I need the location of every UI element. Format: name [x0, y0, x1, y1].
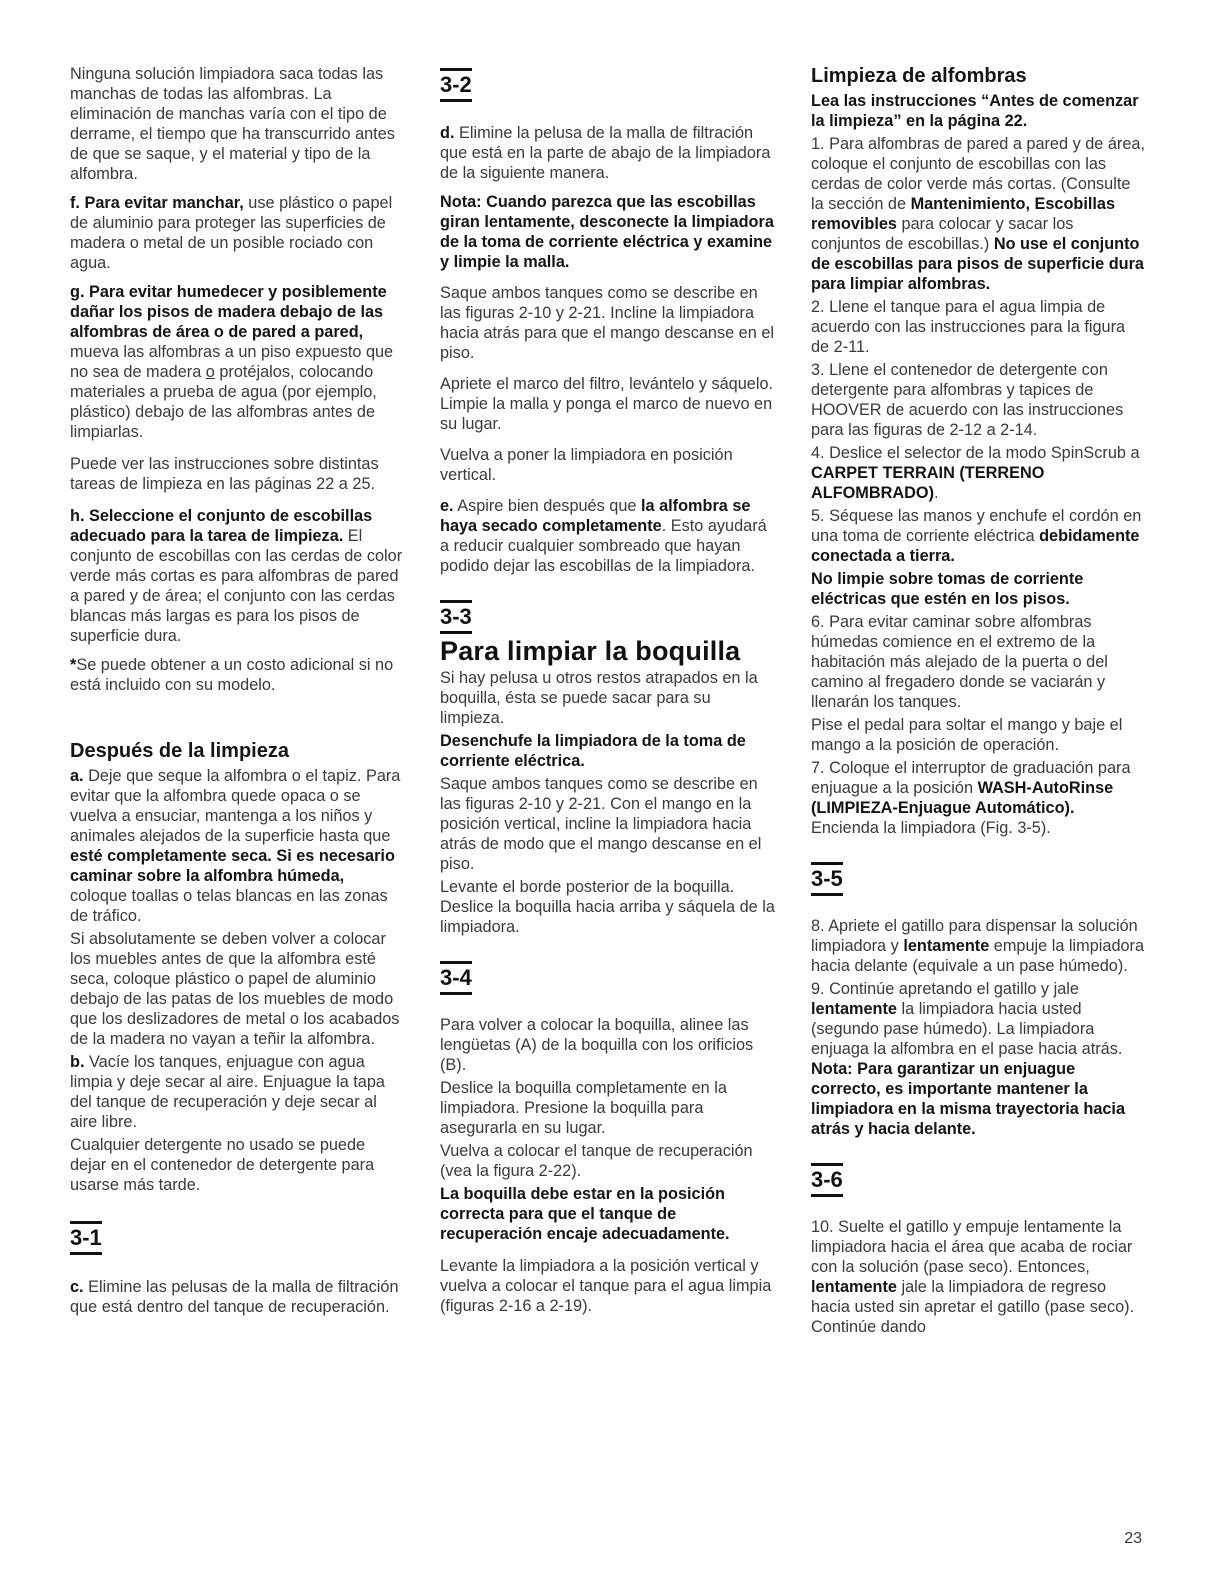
step-1-text2: para colocar y sacar los conjuntos de escobillas.) — [811, 215, 1074, 253]
boquilla-warning: La boquilla debe estar en la posición correcta para que el tanque de recuperación encaje adecuadamente. — [440, 1185, 730, 1243]
step-4-bold: CARPET TERRAIN (TERRENO ALFOMBRADO) — [811, 464, 1045, 502]
figure-label: 3-1 — [70, 1221, 102, 1255]
step-5-bold: debidamente conectada a tierra. — [811, 527, 1140, 565]
step-9-text2: la limpiadora hacia usted (segundo pase húmedo). La limpiadora enjuaga la alfombra en el pase hacia atrás. — [811, 1000, 1123, 1058]
step-h — [70, 506, 403, 646]
step-4 — [811, 443, 1146, 503]
deslice-paragraph: Deslice la boquilla completamente en la limpiadora. Presione la boquilla para asegurarla en su lugar. — [440, 1079, 727, 1137]
step-c — [70, 1277, 403, 1317]
figure-callout-3-1 — [70, 1221, 403, 1263]
pise-paragraph: Pise el pedal para soltar el mango y baje el mango a la posición de operación. — [811, 716, 1123, 754]
step-e-text1: Aspire bien después que — [453, 497, 641, 515]
step-7-text1: 7. Coloque el interruptor de graduación para enjuague a la posición — [811, 759, 1131, 797]
figure-label: 3-2 — [440, 68, 472, 102]
step-8 — [811, 916, 1146, 976]
step-e — [440, 496, 775, 576]
step-1 — [811, 134, 1146, 294]
intro-paragraph: Ninguna solución limpiadora saca todas las manchas de todas las alfombras. La eliminación de manchas varía con el tipo de derrame, el tiempo que ha transcurrido antes de que se saque, y el material y tipo de la alfombra. — [70, 65, 395, 183]
step-1-bold2: No use el conjunto de escobillas para pisos de superficie dura para limpiar alfombras. — [811, 235, 1144, 293]
nota-warning: Nota: Cuando parezca que las escobillas giran lentamente, desconecte la limpiadora de la toma de corriente eléctrica y examine y limpie la malla. — [440, 193, 774, 271]
step-b-label: b. — [70, 1053, 85, 1071]
step-c-label: c. — [70, 1278, 84, 1296]
step-7-text2: Encienda la limpiadora (Fig. 3-5). — [811, 819, 1051, 837]
saque2-paragraph: Saque ambos tanques como se describe en las figuras 2-10 y 2-21. Con el mango en la posición vertical, incline la limpiadora hacia atrás de modo que el mango descanse en el piso. — [440, 775, 762, 873]
figure-callout-3-5 — [811, 862, 1146, 904]
step-9 — [811, 979, 1146, 1139]
detergent-paragraph: Cualquier detergente no usado se puede dejar en el contenedor de detergente para usarse más tarde. — [70, 1136, 375, 1194]
desenchufe-warning: Desenchufe la limpiadora de la toma de corriente eléctrica. — [440, 732, 746, 770]
step-h-text: El conjunto de escobillas con las cerdas de color verde más cortas es para alfombras de pared a pared y de área; el conjunto con las cerdas blancas más largas es para los pisos de superficie dura. — [70, 527, 403, 645]
step-9-bold1: lentamente — [811, 1000, 897, 1018]
step-f — [70, 193, 403, 273]
step-b — [70, 1052, 403, 1132]
step-e-bold: la alfombra se haya secado completamente — [440, 497, 751, 535]
figure-callout-3-2 — [440, 68, 775, 110]
vuelva2-paragraph: Vuelva a colocar el tanque de recuperación (vea la figura 2-22). — [440, 1142, 753, 1180]
step-5 — [811, 506, 1146, 566]
levante2-paragraph: Levante la limpiadora a la posición vertical y vuelva a colocar el tanque para el agua limpia (figuras 2-16 a 2-19). — [440, 1257, 772, 1315]
step-4-text2: . — [934, 484, 939, 502]
step-d — [440, 123, 775, 183]
step-f-bold: f. Para evitar manchar, — [70, 194, 244, 212]
column-left — [70, 64, 403, 1326]
step-e-label: e. — [440, 497, 454, 515]
column-middle — [440, 68, 775, 1325]
step-b-text: Vacíe los tanques, enjuague con agua limpia y deje secar al aire. Enjuague la tapa del tanque de recuperación y deje secar al aire libre. — [70, 1053, 385, 1131]
note-text: Se puede obtener a un costo adicional si no está incluido con su modelo. — [70, 656, 394, 694]
step-2: 2. Llene el tanque para el agua limpia de acuerdo con las instrucciones para la figura de 2-11. — [811, 298, 1126, 356]
apriete-paragraph: Apriete el marco del filtro, levántelo y sáquelo. Limpie la malla y ponga el marco de nuevo en su lugar. — [440, 375, 774, 433]
availability-note — [70, 655, 403, 695]
step-f-text: use plástico o papel de aluminio para proteger las superficies de madera o metal de un posible rociado con agua. — [70, 194, 393, 272]
step-g-o: o — [205, 363, 215, 381]
step-7-bold: WASH-AutoRinse (LIMPIEZA-Enjuague Automático). — [811, 779, 1114, 817]
step-c-text: Elimine las pelusas de la malla de filtración que está dentro del tanque de recuperación. — [70, 1278, 399, 1316]
despues-heading: Después de la limpieza — [70, 740, 289, 762]
step-1-text1: 1. Para alfombras de pared a pared y de área, coloque el conjunto de escobillas con las cerdas de color verde más cortas. (Consulte la sección de — [811, 135, 1145, 213]
step-10 — [811, 1217, 1146, 1337]
step-h-bold: h. Seleccione el conjunto de escobillas adecuado para la tarea de limpieza. — [70, 507, 373, 545]
step-g-bold: g. Para evitar humedecer y posiblemente dañar los pisos de madera debajo de las alfombras de área o de pared a pared, — [70, 283, 387, 341]
figure-callout-3-6 — [811, 1163, 1146, 1205]
step-8-bold: lentamente — [903, 937, 990, 955]
step-a-bold: esté completamente seca. Si es necesario caminar sobre la alfombra húmeda, — [70, 847, 395, 885]
step-a-label: a. — [70, 767, 84, 785]
step-4-text1: 4. Deslice el selector de la modo SpinScrub a — [811, 444, 1140, 462]
step-5-text1: 5. Séquese las manos y enchufe el cordón en una toma de corriente eléctrica — [811, 507, 1142, 545]
outlet-warning: No limpie sobre tomas de corriente eléctricas que estén en los pisos. — [811, 570, 1084, 608]
note-asterisk: * — [70, 656, 77, 674]
step-10-text1: 10. Suelte el gatillo y empuje lentamente la limpiadora hacia el área que acaba de rociar con la solución (pase seco). Entonces, — [811, 1218, 1133, 1276]
step-7 — [811, 758, 1146, 838]
vuelva-paragraph: Vuelva a poner la limpiadora en posición vertical. — [440, 446, 733, 484]
para-paragraph: Para volver a colocar la boquilla, alinee las lengüetas (A) de la boquilla con los orificios (B). — [440, 1016, 754, 1074]
limpieza-heading: Limpieza de alfombras — [811, 65, 1027, 87]
step-10-bold: lentamente — [811, 1278, 897, 1296]
furniture-paragraph: Si absolutamente se deben volver a colocar los muebles antes de que la alfombra esté seca, coloque plástico o papel de aluminio debajo de las patas de los muebles de modo que los deslizadores de metal o los acabados de la madera no vayan a teñir la alfombra. — [70, 930, 400, 1048]
lea-instructions: Lea las instrucciones “Antes de comenzar la limpieza” en la página 22. — [811, 92, 1139, 130]
step-a-text1: Deje que seque la alfombra o el tapiz. Para evitar que la alfombra quede opaca o se vuelva a ensuciar, mantenga a los niños y animales alejados de la superficie hasta que — [70, 767, 401, 845]
step-9-bold2: Nota: Para garantizar un enjuague correcto, es importante mantener la limpiadora en la misma trayectoria hacia atrás y hacia delante. — [811, 1060, 1126, 1138]
hay-paragraph: Si hay pelusa u otros restos atrapados en la boquilla, ésta se puede sacar para su limpieza. — [440, 669, 758, 727]
figure-label: 3-3 — [440, 600, 472, 634]
levante-paragraph: Levante el borde posterior de la boquilla. Deslice la boquilla hacia arriba y sáquela de la limpiadora. — [440, 878, 775, 936]
step-e-text2: . Esto ayudará a reducir cualquier sombreado que hayan podido dejar las escobillas de la limpiadora. — [440, 517, 767, 575]
puede-paragraph: Puede ver las instrucciones sobre distintas tareas de limpieza en las páginas 22 a 25. — [70, 455, 379, 493]
saque-paragraph: Saque ambos tanques como se describe en las figuras 2-10 y 2-21. Incline la limpiadora hacia atrás para que el mango descanse en el piso. — [440, 284, 774, 362]
step-d-text: Elimine la pelusa de la malla de filtración que está en la parte de abajo de la limpiadora de la siguiente manera. — [440, 124, 771, 182]
step-d-label: d. — [440, 124, 455, 142]
figure-callout-3-3 — [440, 600, 775, 636]
step-a — [70, 766, 403, 926]
figure-callout-3-4 — [440, 961, 775, 1003]
step-8-text1: 8. Apriete el gatillo para dispensar la solución limpiadora y — [811, 917, 1138, 955]
step-g — [70, 282, 403, 442]
step-10-text2: jale la limpiadora de regreso hacia usted sin apretar el gatillo (pase seco). Continúe dando — [811, 1278, 1135, 1336]
figure-label: 3-6 — [811, 1163, 843, 1197]
column-right — [811, 64, 1146, 1346]
step-8-text2: empuje la limpiadora hacia delante (equivale a un pase húmedo). — [811, 937, 1145, 975]
step-9-text1: 9. Continúe apretando el gatillo y jale — [811, 980, 1079, 998]
section-heading: Para limpiar la boquilla — [440, 636, 741, 666]
step-1-bold1: Mantenimiento, Escobillas removibles — [811, 195, 1116, 233]
step-3: 3. Llene el contenedor de detergente con detergente para alfombras y tapices de HOOVER de acuerdo con las instrucciones para las figuras de 2-12 a 2-14. — [811, 361, 1124, 439]
step-a-text2: coloque toallas o telas blancas en las zonas de tráfico. — [70, 887, 388, 925]
figure-label: 3-4 — [440, 961, 472, 995]
step-6: 6. Para evitar caminar sobre alfombras húmedas comience en el extremo de la habitación más alejado de la puerta o del camino al fregadero donde se vaciarán y llenarán los tanques. — [811, 613, 1108, 711]
step-g-text2: protéjalos, colocando materiales a prueba de agua (por ejemplo, plástico) debajo de las alfombras antes de limpiarlas. — [70, 363, 377, 441]
step-g-text1: mueva las alfombras a un piso expuesto que no sea de madera — [70, 343, 394, 381]
page-number: 23 — [1124, 1530, 1142, 1547]
figure-label: 3-5 — [811, 862, 843, 896]
